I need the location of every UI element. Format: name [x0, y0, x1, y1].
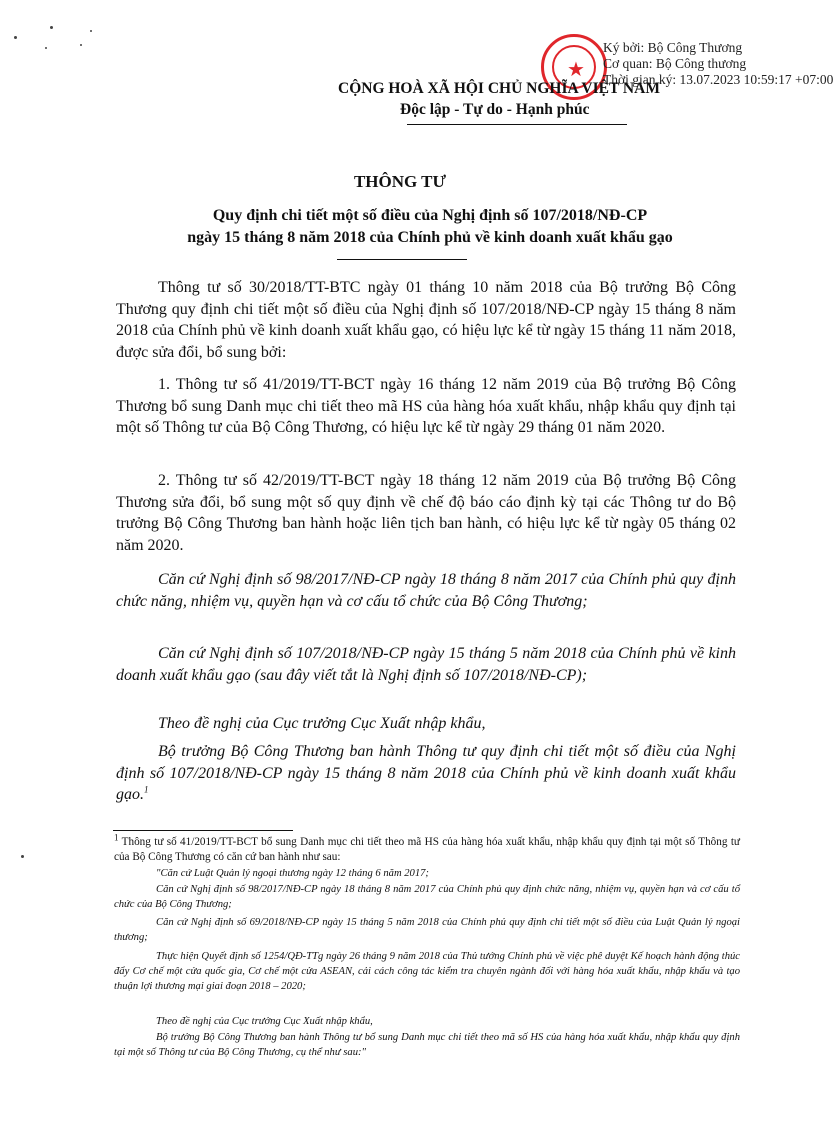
footnote-separator	[113, 830, 293, 831]
scan-speck	[90, 30, 92, 32]
footnote-line: "Căn cứ Luật Quản lý ngoại thương ngày 12 tháng 6 năm 2017;	[156, 868, 429, 879]
legal-basis-1: Căn cứ Nghị định số 98/2017/NĐ-CP ngày 18 tháng 8 năm 2017 của Chính phủ quy định chức năng, nhiệm vụ, quyền hạn và cơ cấu tổ chức của Bộ Công Thương;	[116, 571, 736, 610]
footnote-line: Căn cứ Nghị định số 98/2017/NĐ-CP ngày 18 tháng 8 năm 2017 của Chính phủ quy định chức năng, nhiệm vụ, quyền hạn và cơ cấu tổ chức của Bộ Công Thương;	[114, 884, 740, 910]
legal-basis-2: Căn cứ Nghị định số 107/2018/NĐ-CP ngày 15 tháng 5 năm 2018 của Chính phủ về kinh doanh xuất khẩu gạo (sau đây viết tắt là Nghị định số 107/2018/NĐ-CP);	[116, 645, 736, 684]
footnote-line: Căn cứ Nghị định số 69/2018/NĐ-CP ngày 15 tháng 5 năm 2018 của Chính phủ quy định chi tiết một số điều của Luật Quản lý ngoại thương;	[114, 917, 740, 943]
scan-speck	[14, 36, 17, 39]
footnote-ref[interactable]: 1	[144, 784, 149, 795]
national-title: CỘNG HOÀ XÃ HỘI CHỦ NGHĨA VIỆT NAM	[338, 80, 660, 97]
amendment-2: 2. Thông tư số 42/2019/TT-BCT ngày 18 tháng 12 năm 2019 của Bộ trưởng Bộ Công Thương sửa đổi, bổ sung một số quy định về chế độ báo cáo định kỳ tại các Thông tư do Bộ trưởng Bộ Công Thương ban hành hoặc liên tịch ban hành, có hiệu lực kể từ ngày 05 tháng 02 năm 2020.	[116, 472, 736, 554]
seal-star-icon: ★	[567, 57, 585, 81]
footnote-lead-text: Thông tư số 41/2019/TT-BCT bổ sung Danh mục chi tiết theo mã HS của hàng hóa xuất khẩu, nhập khẩu quy định tại một số Thông tư của Bộ Công Thương có căn cứ ban hành như sau:	[114, 836, 740, 863]
amendment-1: 1. Thông tư số 41/2019/TT-BCT ngày 16 tháng 12 năm 2019 của Bộ trưởng Bộ Công Thương bổ sung Danh mục chi tiết theo mã HS của hàng hóa xuất khẩu, nhập khẩu quy định tại một số Thông tư của Bộ Công Thương, có hiệu lực kể từ ngày 29 tháng 01 năm 2020.	[116, 376, 736, 436]
scan-speck	[50, 26, 53, 29]
document-type: THÔNG TƯ	[353, 172, 447, 191]
footnote-line: Bộ trưởng Bộ Công Thương ban hành Thông tư bổ sung Danh mục chi tiết theo mã số HS của hàng hóa xuất khẩu, nhập khẩu quy định tại một số Thông tư của Bộ Công Thương, cụ thể như sau:"	[114, 1032, 740, 1058]
footnote-lead	[114, 832, 740, 865]
signature-signer: Ký bởi: Bộ Công Thương	[603, 40, 743, 55]
document-subtitle-line-1: Quy định chi tiết một số điều của Nghị định số 107/2018/NĐ-CP	[212, 207, 648, 224]
footnote-line: Thực hiện Quyết định số 1254/QĐ-TTg ngày 26 tháng 9 năm 2018 của Thủ tướng Chính phủ về việc phê duyệt Kế hoạch hành động thúc đẩy Cơ chế một cửa quốc gia, Cơ chế một cửa ASEAN, cải cách công tác kiểm tra chuyên ngành đối với hàng hóa xuất khẩu, nhập khẩu và tạo thuận lợi thương mại giai đoạn 2018 – 2020;	[114, 951, 740, 992]
decision-clause	[116, 741, 736, 806]
intro-paragraph: Thông tư số 30/2018/TT-BTC ngày 01 tháng 10 năm 2018 của Bộ trưởng Bộ Công Thương quy định chi tiết một số điều của Nghị định số 107/2018/NĐ-CP ngày 15 tháng 8 năm 2018 của Chính phủ về kinh doanh xuất khẩu gạo, có hiệu lực kể từ ngày 15 tháng 11 năm 2018, được sửa đổi, bổ sung bởi:	[116, 279, 736, 361]
decision-text: Bộ trưởng Bộ Công Thương ban hành Thông tư quy định chi tiết một số điều của Nghị định số 107/2018/NĐ-CP ngày 15 tháng 8 năm 2018 của Chính phủ về kinh doanh xuất khẩu gạo.	[116, 743, 736, 803]
motto-underline	[407, 124, 627, 125]
national-motto: Độc lập - Tự do - Hạnh phúc	[400, 101, 590, 118]
footnote-marker: 1	[114, 832, 119, 843]
proposal-clause: Theo đề nghị của Cục trưởng Cục Xuất nhập khẩu,	[158, 715, 486, 732]
title-underline	[337, 259, 467, 260]
scan-speck	[21, 855, 24, 858]
scan-speck	[80, 44, 82, 46]
footnote-line: Theo đề nghị của Cục trưởng Cục Xuất nhập khẩu,	[156, 1016, 373, 1027]
scan-speck	[45, 47, 47, 49]
signature-time: Thời gian ký: 13.07.2023 10:59:17 +07:00	[603, 72, 833, 87]
document-subtitle-line-2: ngày 15 tháng 8 năm 2018 của Chính phủ về kinh doanh xuất khẩu gạo	[187, 229, 673, 246]
signature-agency: Cơ quan: Bộ Công thương	[603, 56, 747, 71]
